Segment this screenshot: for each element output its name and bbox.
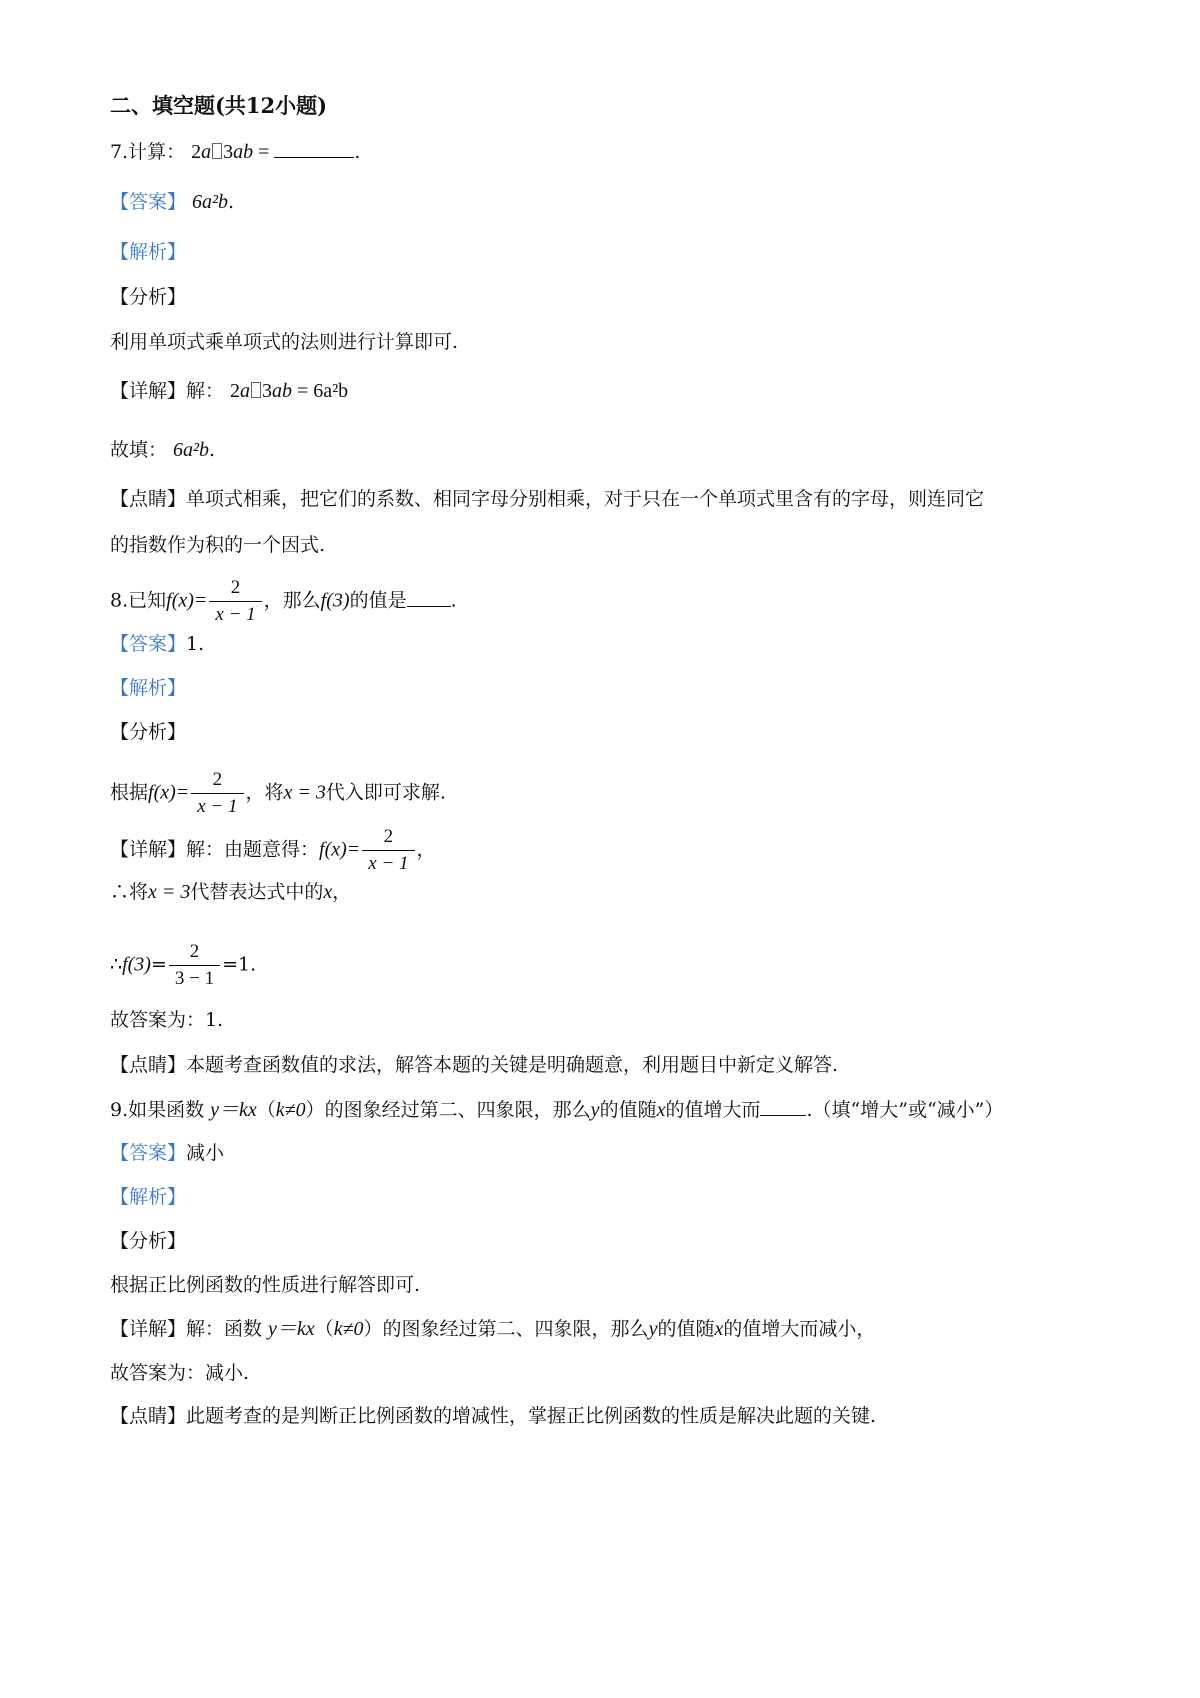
q7-dianjing-line1: 【点睛】单项式相乘，把它们的系数、相同字母分别相乘，对于只在一个单项式里含有的字母，则连同它 — [110, 488, 985, 510]
q9-analysis-label: 【解析】 — [110, 1186, 187, 1208]
q8-dianjing: 【点睛】本题考查函数值的求法，解答本题的关键是明确题意，利用题目中新定义解答. — [110, 1054, 839, 1076]
q9-question: 9.如果函数 y＝kx（k≠0）的图象经过第二、四象限，那么y的值随x的值增大而 .（填“增大”或“减小”） — [110, 1099, 1004, 1121]
section-title: 二、填空题(共12小题) — [110, 93, 328, 118]
q8-fenxi-text: 根据f(x)= $\frac{2}{x - 1}$ ，将x = 3代入即可求解. — [110, 769, 446, 817]
q8-analysis-label: 【解析】 — [110, 677, 187, 699]
q8-blank — [407, 590, 451, 607]
q7-prefix: 7.计算： — [110, 141, 186, 163]
q7-fenxi-label: 【分析】 — [110, 286, 187, 308]
unknown-glyph-box — [212, 143, 222, 159]
q9-fenxi-text: 根据正比例函数的性质进行解答即可. — [110, 1274, 421, 1296]
q8-question: 8.已知f(x)= $\frac{2}{x - 1}$ ，那么f(3)的值是 . — [110, 577, 457, 625]
q8-fraction: $\frac{2}{x - 1}$ — [209, 576, 261, 627]
q7-question: 7.计算： 2a 3ab = . — [110, 141, 361, 163]
q8-fenxi-label: 【分析】 — [110, 721, 187, 743]
q7-dianjing-line2: 的指数作为积的一个因式. — [110, 534, 326, 556]
q8-step2: ∴f(3)= $\frac{2}{3 - 1}$ =1. — [110, 941, 257, 989]
q9-dianjing: 【点睛】此题考查的是判断正比例函数的增减性，掌握正比例函数的性质是解决此题的关键. — [110, 1405, 877, 1427]
q8-answer-line: 【答案】1. — [110, 633, 205, 655]
q7-answer: 6a²b — [192, 191, 229, 213]
q7-answer-line: 【答案】 6a²b. — [110, 191, 235, 213]
q9-answer-line: 【答案】减小 — [110, 1142, 225, 1164]
q9-fenxi-label: 【分析】 — [110, 1230, 187, 1252]
q8-result: 故答案为：1. — [110, 1009, 224, 1031]
q9-result: 故答案为：减小. — [110, 1362, 250, 1384]
q7-expr: 2a 3ab = — [191, 141, 275, 163]
q7-fill-line: 故填： 6a²b. — [110, 439, 216, 461]
q7-analysis-label: 【解析】 — [110, 241, 187, 263]
q9-blank — [760, 1099, 806, 1116]
q8-xiangjie-line: 【详解】解：由题意得：f(x)= $\frac{2}{x - 1}$ ， — [110, 826, 436, 874]
q8-step1: ∴将x = 3代替表达式中的x， — [110, 881, 352, 903]
q7-blank — [274, 141, 354, 158]
q7-fenxi-text: 利用单项式乘单项式的法则进行计算即可. — [110, 331, 459, 353]
q9-xiangjie-line: 【详解】解：函数 y＝kx（k≠0）的图象经过第二、四象限，那么y的值随x的值增大而减小， — [110, 1318, 876, 1340]
unknown-glyph-box — [251, 382, 261, 398]
q7-xiangjie-line: 【详解】解： 2a 3ab = 6a²b — [110, 380, 349, 402]
answer-label: 【答案】 — [110, 191, 187, 213]
